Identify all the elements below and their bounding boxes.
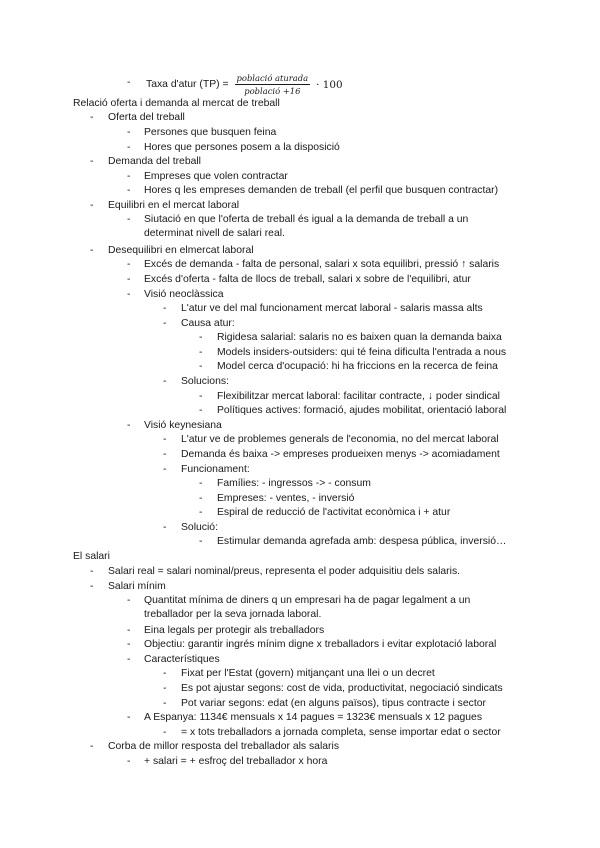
list-bullet: -	[127, 259, 131, 270]
list-item: Solució:	[181, 522, 218, 533]
list-bullet: -	[127, 142, 131, 153]
list-item: + salari = + esfroç del treballador x hora	[144, 756, 328, 767]
list-item: Estimular demanda agrefada amb: despesa pública, inversió…	[217, 536, 507, 547]
list-bullet: -	[163, 698, 167, 709]
list-item: Es pot ajustar segons: cost de vida, productivitat, negociació sindicats	[181, 683, 503, 694]
list-item: Objectiu: garantir ingrés mínim digne x treballadors i evitar explotació laboral	[144, 639, 497, 650]
list-bullet: -	[163, 727, 167, 738]
formula-fraction	[235, 73, 311, 96]
list-bullet: -	[127, 756, 131, 767]
list-bullet: -	[127, 127, 131, 138]
list-item: L'atur ve del mal funcionament mercat laboral - salaris massa alts	[181, 303, 483, 314]
unemployment-rate-formula	[146, 73, 343, 96]
list-bullet: -	[90, 566, 94, 577]
list-bullet: -	[127, 289, 131, 300]
list-item: Demanda és baixa -> empreses produeixen menys -> acomiadament	[181, 449, 500, 460]
list-bullet: -	[90, 112, 94, 123]
list-item: Persones que busquen feina	[144, 127, 277, 138]
list-item: Hores q les empreses demanden de treball (el perfil que busquen contractar)	[144, 185, 499, 196]
list-item: Espiral de reducció de l'activitat econòmica i + atur	[217, 507, 451, 518]
formula-multiplier: · 100	[316, 78, 343, 91]
list-item: Salari real = salari nominal/preus, representa el poder adquisitiu dels salaris.	[108, 566, 461, 577]
list-item: Salari mínim	[108, 581, 166, 592]
list-bullet: -	[199, 361, 203, 372]
list-bullet: -	[127, 171, 131, 182]
list-item: Empreses que volen contractar	[144, 171, 288, 182]
list-item: Excés de demanda - falta de personal, salari x sota equilibri, pressió ↑ salaris	[144, 259, 500, 270]
list-bullet: -	[90, 245, 94, 256]
list-item: Corba de millor resposta del treballador als salaris	[108, 741, 340, 752]
list-item: Solucions:	[181, 376, 229, 387]
list-bullet: -	[127, 420, 131, 431]
list-item: Fixat per l'Estat (govern) mitjançant una llei o un decret	[181, 668, 435, 679]
list-bullet: -	[163, 668, 167, 679]
list-bullet: -	[127, 77, 131, 88]
list-bullet: -	[199, 405, 203, 416]
list-bullet: -	[163, 464, 167, 475]
list-bullet: -	[163, 434, 167, 445]
list-bullet: -	[90, 741, 94, 752]
list-bullet: -	[163, 683, 167, 694]
list-bullet: -	[127, 595, 131, 606]
list-bullet: -	[199, 493, 203, 504]
list-item: Equilibri en el mercat laboral	[108, 200, 240, 211]
list-item: Característiques	[144, 654, 220, 665]
list-bullet: -	[199, 536, 203, 547]
list-item: Flexibilitzar mercat laboral: facilitar contracte, ↓ poder sindical	[217, 391, 500, 402]
list-bullet: -	[163, 318, 167, 329]
list-item: Eina legals per protegir als treballadors	[144, 625, 325, 636]
list-bullet: -	[127, 214, 131, 225]
formula-label: Taxa d'atur (TP) =	[146, 79, 229, 90]
list-item: Funcionament:	[181, 464, 250, 475]
list-bullet: -	[127, 185, 131, 196]
formula-denominator: població +16	[244, 86, 301, 96]
list-bullet: -	[127, 274, 131, 285]
list-item: Oferta del treball	[108, 112, 185, 123]
list-bullet: -	[90, 200, 94, 211]
list-item: Famílies: - ingressos -> - consum	[217, 478, 371, 489]
list-bullet: -	[163, 303, 167, 314]
list-item: Empreses: - ventes, - inversió	[217, 493, 355, 504]
list-item: A Espanya: 1134€ mensuals x 14 pagues = 1323€ mensuals x 12 pagues	[144, 712, 483, 723]
list-bullet: -	[199, 507, 203, 518]
list-bullet: -	[163, 522, 167, 533]
list-bullet: -	[163, 449, 167, 460]
list-bullet: -	[199, 347, 203, 358]
list-item: Polítiques actives: formació, ajudes mobilitat, orientació laboral	[217, 405, 507, 416]
list-bullet: -	[163, 376, 167, 387]
list-item: Models insiders-outsiders: qui té feina dificulta l'entrada a nous	[217, 347, 507, 358]
list-bullet: -	[90, 581, 94, 592]
section-heading: El salari	[73, 551, 110, 562]
list-item: Visió neoclàssica	[144, 289, 224, 300]
formula-numerator: població aturada	[236, 73, 309, 83]
list-item: Rigidesa salarial: salaris no es baixen quan la demanda baixa	[217, 332, 502, 343]
list-item: Demanda del treball	[108, 156, 201, 167]
list-bullet: -	[199, 332, 203, 343]
list-bullet: -	[90, 156, 94, 167]
list-item: Visió keynesiana	[144, 420, 222, 431]
list-bullet: -	[127, 625, 131, 636]
list-item: L'atur ve de problemes generals de l'economia, no del mercat laboral	[181, 434, 499, 445]
list-item: Desequilibri en elmercat laboral	[108, 245, 254, 256]
list-bullet: -	[127, 712, 131, 723]
list-bullet: -	[127, 654, 131, 665]
list-bullet: -	[199, 391, 203, 402]
list-item: Causa atur:	[181, 318, 235, 329]
list-item: Model cerca d'ocupació: hi ha friccions en la recerca de feina	[217, 361, 498, 372]
list-bullet: -	[127, 639, 131, 650]
list-bullet: -	[199, 478, 203, 489]
list-item: Siutació en que l'oferta de treball és igual a la demanda de treball a un determinat nivell de salari real.	[144, 214, 469, 239]
list-item: Quantitat mínima de diners q un empresari ha de pagar legalment a un treballador per la seva jornada laboral.	[144, 595, 471, 620]
list-item: Hores que persones posem a la disposició	[144, 142, 340, 153]
list-item: Excés d'oferta - falta de llocs de treball, salari x sobre de l'equilibri, atur	[144, 274, 471, 285]
list-item: Pot variar segons: edat (en alguns països), tipus contracte i sector	[181, 698, 486, 709]
list-item: = x tots treballadors a jornada completa, sense importar edat o sector	[181, 727, 501, 738]
section-heading: Relació oferta i demanda al mercat de treball	[73, 98, 280, 109]
